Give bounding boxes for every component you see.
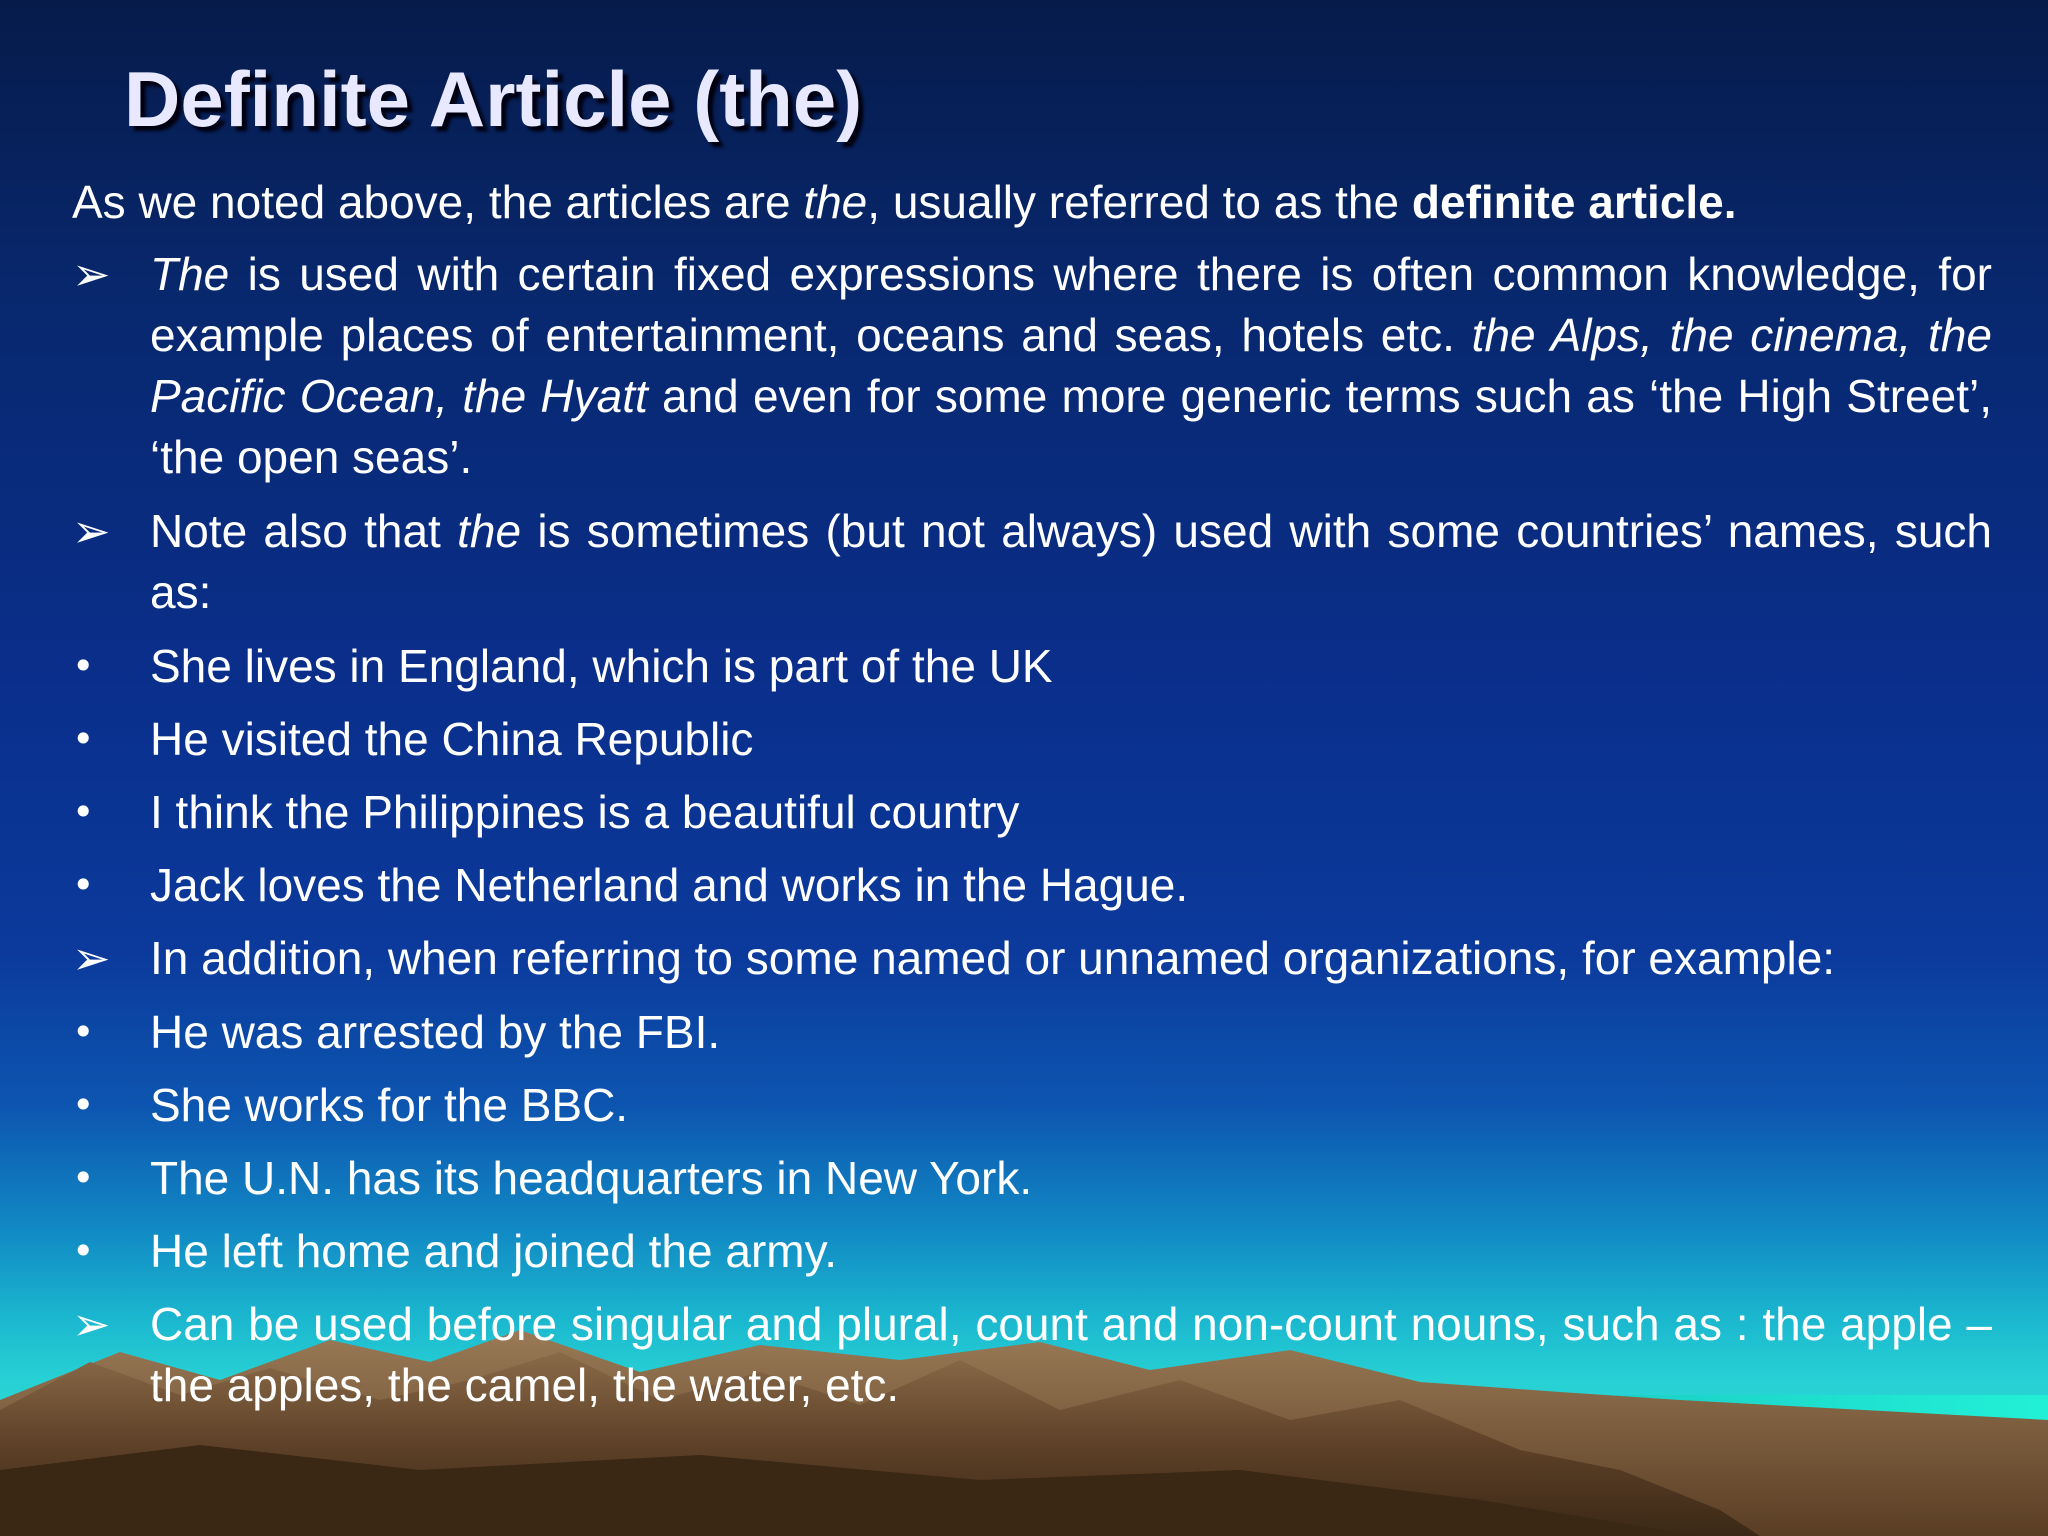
bullet-list: [72, 244, 1992, 1416]
dot-bullet-icon: •: [72, 1083, 95, 1127]
list-item-countries-note: [72, 501, 1992, 623]
list-item: [72, 855, 1992, 916]
list-item-text-part: Note also that: [150, 505, 458, 557]
list-item-text: Can be used before singular and plural, count and non-count nouns, such as : the apple – the apples, the camel, the water, etc.: [150, 1298, 1992, 1411]
arrow-bullet-icon: ➢: [72, 247, 111, 301]
list-item: [72, 709, 1992, 770]
dot-bullet-icon: •: [72, 790, 95, 834]
list-item-organizations: [72, 928, 1992, 989]
list-item-text-part: is used with certain fixed expressions where there is often common knowledge, for example places of entertainment, oceans and seas, hotels etc.: [150, 248, 1992, 361]
list-item-text: [150, 244, 1992, 488]
lead-italic-the: The: [150, 248, 230, 300]
list-item-fixed-expressions: [72, 244, 1992, 488]
dot-bullet-icon: •: [72, 1156, 95, 1200]
intro-bold-term: definite article.: [1411, 176, 1737, 228]
list-item-text: She works for the BBC.: [150, 1079, 629, 1131]
list-item-count-nouns: [72, 1294, 1992, 1416]
arrow-bullet-icon: ➢: [72, 931, 111, 985]
arrow-bullet-icon: ➢: [72, 504, 111, 558]
list-item-text-part: is sometimes (but not always) used with some countries’ names, such as:: [150, 505, 1992, 618]
examples-italic: the Alps, the cinema, the Pacific Ocean, the Hyatt: [150, 309, 1992, 422]
list-item: [72, 1075, 1992, 1136]
dot-bullet-icon: •: [72, 1229, 95, 1273]
list-item: [72, 1002, 1992, 1063]
list-item-text: I think the Philippines is a beautiful country: [150, 786, 1020, 838]
dot-bullet-icon: •: [72, 644, 95, 688]
list-item-text: [150, 501, 1992, 623]
dot-bullet-icon: •: [72, 717, 95, 761]
list-item: [72, 782, 1992, 843]
intro-text-middle: , usually referred to as the: [867, 176, 1412, 228]
slide-title: Definite Article (the): [124, 55, 863, 143]
dot-bullet-icon: •: [72, 863, 95, 907]
intro-italic-the: the: [803, 176, 868, 228]
list-item: [72, 1221, 1992, 1282]
list-item-text: In addition, when referring to some named or unnamed organizations, for example:: [150, 932, 1836, 984]
list-item-text-part: and even for some more generic terms such as ‘the High Street’, ‘the open seas’.: [150, 370, 1992, 483]
list-item: [72, 636, 1992, 697]
list-item: [72, 1148, 1992, 1209]
arrow-bullet-icon: ➢: [72, 1297, 111, 1351]
intro-text-before: As we noted above, the articles are: [72, 176, 804, 228]
list-item-text: He was arrested by the FBI.: [150, 1006, 721, 1058]
list-item-text: Jack loves the Netherland and works in the Hague.: [150, 859, 1189, 911]
italic-the: the: [457, 505, 522, 557]
dot-bullet-icon: •: [72, 1010, 95, 1054]
list-item-text: He visited the China Republic: [150, 713, 754, 765]
list-item-text: She lives in England, which is part of the UK: [150, 640, 1053, 692]
intro-paragraph: [72, 172, 1737, 232]
list-item-text: The U.N. has its headquarters in New York.: [150, 1152, 1033, 1204]
list-item-text: He left home and joined the army.: [150, 1225, 837, 1277]
